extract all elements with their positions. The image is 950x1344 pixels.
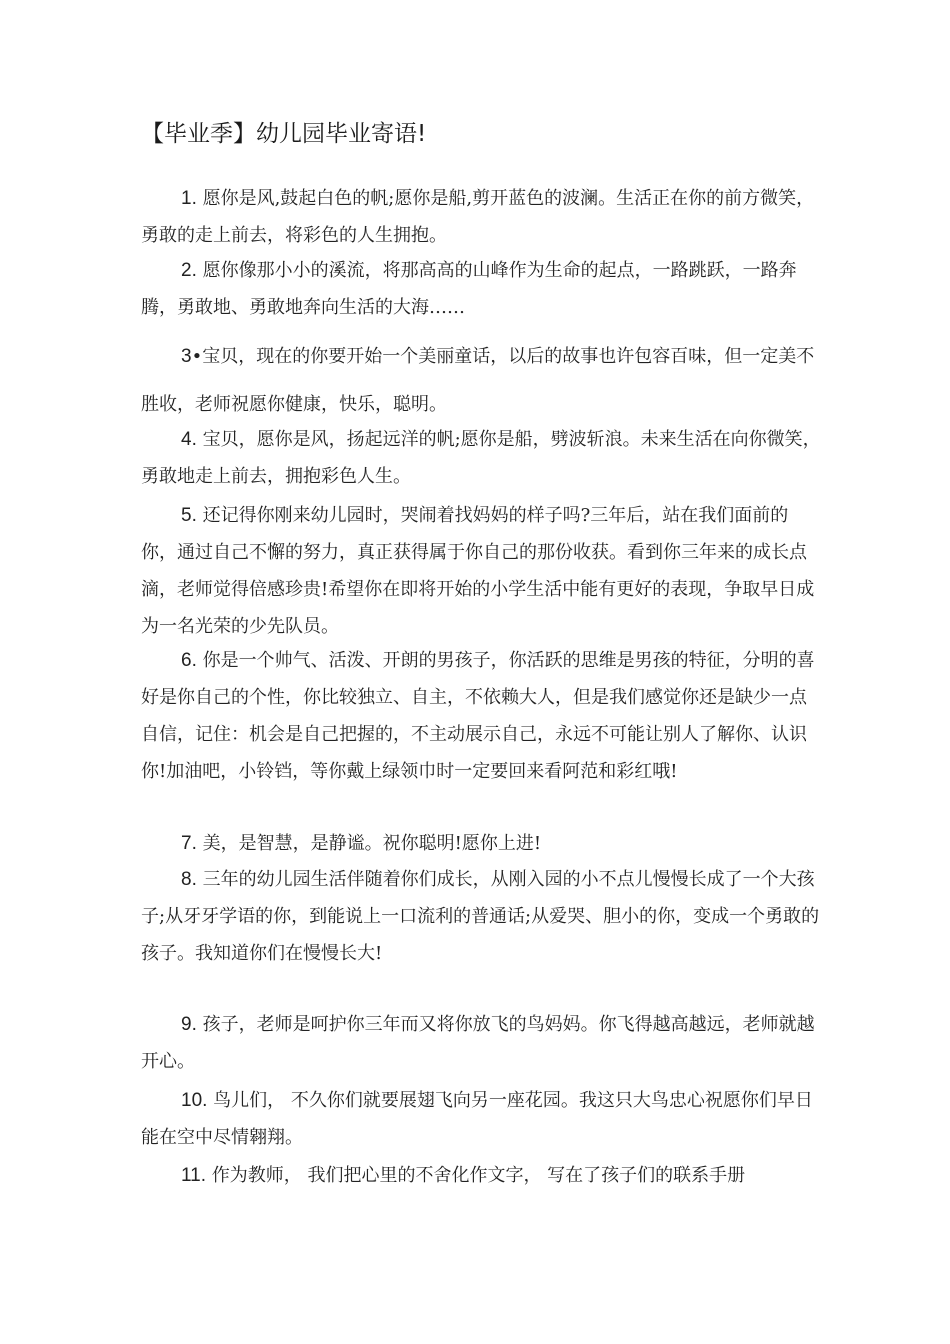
paragraph-text: 还记得你刚来幼儿园时，哭闹着找妈妈的样子吗?三年后，站在我们面前的你，通过自己不懈的努力，真正获得属于你自己的那份收获。看到你三年来的成长点滴，老师觉得倍感珍贵!希望你在即将开始的小学生活中能有更好的表现，争取早日成为一名光荣的少先队员。 — [141, 505, 815, 637]
paragraph-8 — [141, 861, 821, 972]
paragraph-9 — [141, 1006, 821, 1080]
paragraph-2 — [141, 252, 821, 326]
paragraph-text: 美，是智慧，是静谧。祝你聪明!愿你上进! — [196, 833, 542, 854]
paragraph-number: 5. — [181, 505, 197, 526]
paragraph-text: 三年的幼儿园生活伴随着你们成长，从刚入园的小不点儿慢慢长成了一个大孩子;从牙牙学语的你，到能说上一口流利的普通话;从爱哭、胆小的你，变成一个勇敢的孩子。我知道你们在慢慢长大! — [141, 869, 820, 964]
paragraph-10 — [141, 1082, 821, 1156]
paragraph-text: •宝贝，现在的你要开始一个美丽童话，以后的故事也许包容百味，但一定美不胜收，老师祝愿你健康，快乐，聪明。 — [141, 346, 815, 415]
paragraph-number: 7. — [181, 833, 197, 854]
paragraph-text: 你是一个帅气、活泼、开朗的男孩子，你活跃的思维是男孩的特征，分明的喜好是你自己的个性，你比较独立、自主，不依赖大人，但是我们感觉你还是缺少一点自信，记住：机会是自己把握的，不主动展示自己，永远不可能让别人了解你、认识你!加油吧，小铃铛，等你戴上绿领巾时一定要回来看阿范和彩红哦! — [141, 650, 815, 782]
paragraph-11 — [141, 1157, 821, 1194]
paragraph-3 — [141, 333, 821, 429]
paragraph-6 — [141, 642, 821, 790]
paragraph-number: 6. — [181, 650, 197, 671]
paragraph-number: 10. — [181, 1090, 208, 1111]
paragraph-number: 8. — [181, 869, 197, 890]
paragraph-text: 愿你是风,鼓起白色的帆;愿你是船,剪开蓝色的波澜。生活正在你的前方微笑，勇敢的走上前去，将彩色的人生拥抱。 — [141, 188, 815, 246]
paragraph-number: 2. — [181, 260, 197, 281]
paragraph-text: 孩子，老师是呵护你三年而又将你放飞的鸟妈妈。你飞得越高越远，老师就越开心。 — [141, 1014, 815, 1072]
paragraph-text: 作为教师， 我们把心里的不舍化作文字， 写在了孩子们的联系手册 — [206, 1165, 746, 1186]
paragraph-text: 宝贝，愿你是风，扬起远洋的帆;愿你是船，劈波斩浪。未来生活在向你微笑，勇敢地走上前去，拥抱彩色人生。 — [141, 429, 821, 487]
paragraph-number: 11. — [181, 1165, 207, 1186]
paragraph-number: 9. — [181, 1014, 197, 1035]
paragraph-number: 4. — [181, 429, 197, 450]
document-title: 【毕业季】幼儿园毕业寄语! — [141, 121, 427, 147]
paragraph-text: 鸟儿们， 不久你们就要展翅飞向另一座花园。我这只大鸟忠心祝愿你们早日能在空中尽情翱翔。 — [141, 1090, 813, 1148]
paragraph-number: 1. — [181, 188, 197, 209]
paragraph-text: 愿你像那小小的溪流，将那高高的山峰作为生命的起点，一路跳跃，一路奔腾，勇敢地、勇敢地奔向生活的大海…… — [141, 260, 797, 318]
paragraph-4 — [141, 421, 821, 495]
paragraph-number: 3 — [181, 346, 192, 367]
paragraph-5 — [141, 497, 821, 645]
paragraph-7 — [141, 825, 821, 862]
paragraph-1 — [141, 180, 821, 254]
